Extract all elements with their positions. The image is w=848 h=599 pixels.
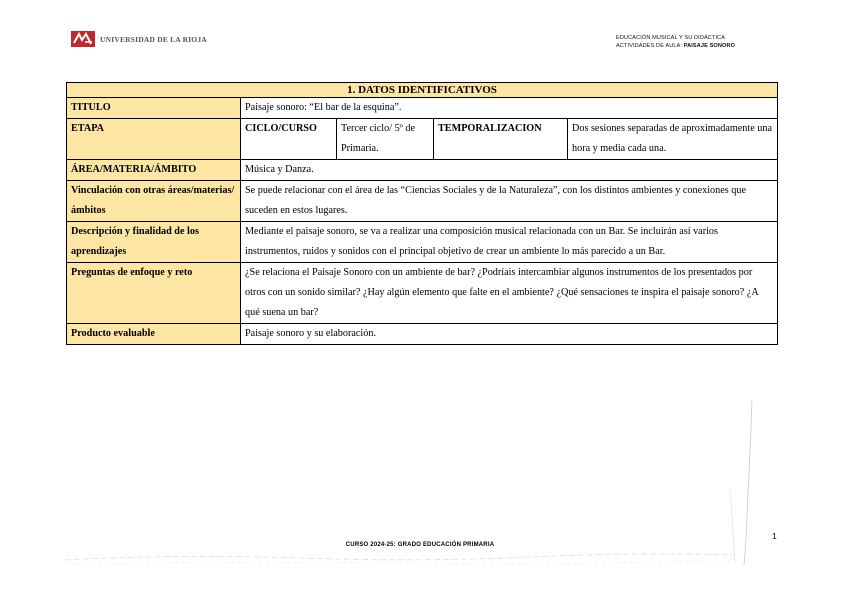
header-subject-prefix: ACTIVIDADES DE AULA:	[616, 43, 684, 49]
course-footer-text: CURSO 2024-25: GRADO EDUCACIÓN PRIMARIA	[345, 542, 495, 548]
temporalizacion-label: TEMPORALIZACION	[434, 119, 568, 160]
page-number: 1	[772, 531, 777, 541]
producto-value: Paisaje sonoro y su elaboración.	[241, 324, 778, 345]
section-title: 1. DATOS IDENTIFICATIVOS	[67, 83, 778, 98]
etapa-label: ETAPA	[67, 119, 241, 160]
descripcion-label: Descripción y finalidad de los aprendizajes	[67, 222, 241, 263]
header-subject-line2	[616, 42, 735, 50]
temporalizacion-value: Dos sesiones separadas de aproximadamente una hora y media cada una.	[568, 119, 778, 160]
titulo-label: TITULO	[67, 98, 241, 119]
identification-table	[66, 82, 778, 345]
university-name: UNIVERSIDAD DE LA RIOJA	[100, 34, 207, 44]
header-subject	[616, 34, 735, 50]
header-subject-line1: EDUCACIÓN MUSICAL Y SU DIDÁCTICA	[616, 35, 726, 41]
preguntas-label: Preguntas de enfoque y reto	[67, 263, 241, 324]
row-descripcion	[67, 222, 778, 263]
course-footer	[0, 542, 848, 548]
descripcion-value: Mediante el paisaje sonoro, se va a realizar una composición musical relacionada con un Bar. Se incluirán así varios instrumentos, ruidos y sonidos con el principal objetivo de crear un ambiente lo más parecido a un Bar.	[241, 222, 778, 263]
row-preguntas	[67, 263, 778, 324]
ciclo-label: CICLO/CURSO	[241, 119, 337, 160]
ciclo-value: Tercer ciclo/ 5º de Primaria.	[337, 119, 434, 160]
vinculacion-value: Se puede relacionar con el área de las “Ciencias Sociales y de la Naturaleza”, con los distintos ambientes y conexiones que suceden en estos lugares.	[241, 181, 778, 222]
row-titulo	[67, 98, 778, 119]
section-header-row	[67, 83, 778, 98]
vinculacion-label: Vinculación con otras áreas/materias/ámbitos	[67, 181, 241, 222]
scan-artifact-bottom	[60, 548, 740, 570]
titulo-value: Paisaje sonoro: “El bar de la esquina”.	[241, 98, 778, 119]
row-etapa	[67, 119, 778, 160]
producto-label: Producto evaluable	[67, 324, 241, 345]
university-logo-icon	[71, 31, 95, 47]
row-vinculacion	[67, 181, 778, 222]
preguntas-value: ¿Se relaciona el Paisaje Sonoro con un ambiente de bar? ¿Podríais intercambiar algunos instrumentos de los presentados por otros con un sonido similar? ¿Hay algún elemento que falte en el ambiente? ¿Qué sensaciones te inspira el paisaje sonoro? ¿A qué suena un bar?	[241, 263, 778, 324]
area-label: ÁREA/MATERIA/ÁMBITO	[67, 160, 241, 181]
university-logo	[71, 31, 207, 47]
row-producto	[67, 324, 778, 345]
area-value: Música y Danza.	[241, 160, 778, 181]
header-subject-topic: PAISAJE SONORO	[683, 43, 736, 49]
row-area	[67, 160, 778, 181]
